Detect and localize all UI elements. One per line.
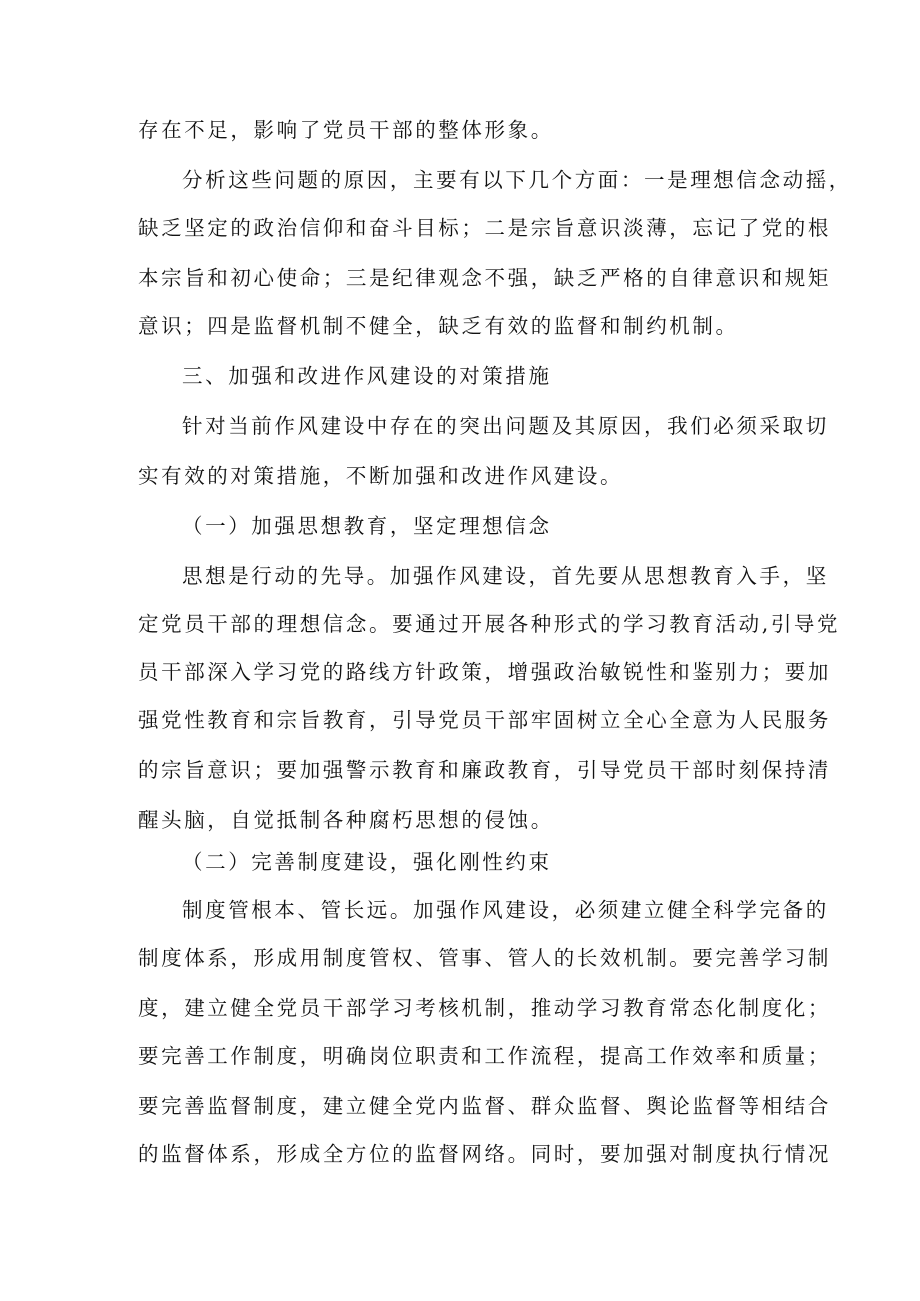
text-line: 定党员干部的理想信念。要通过开展各种形式的学习教育活动,引导党 (138, 612, 841, 636)
subsection-heading: （一）加强思想教育，坚定理想信念 (182, 514, 552, 538)
text-line: 制度体系，形成用制度管权、管事、管人的长效机制。要完善学习制 (138, 946, 831, 970)
text-line: 员干部深入学习党的路线方针政策，增强政治敏锐性和鉴别力；要加 (138, 660, 831, 684)
text-line: 强党性教育和宗旨教育，引导党员干部牢固树立全心全意为人民服务 (138, 708, 831, 732)
text-line: 的监督体系，形成全方位的监督网络。同时，要加强对制度执行情况 (138, 1142, 831, 1166)
text-line: 意识；四是监督机制不健全，缺乏有效的监督和制约机制。 (138, 314, 739, 338)
text-line: 的宗旨意识；要加强警示教育和廉政教育，引导党员干部时刻保持清 (138, 758, 831, 782)
text-line: 存在不足，影响了党员干部的整体形象。 (138, 118, 554, 142)
text-line: 缺乏坚定的政治信仰和奋斗目标；二是宗旨意识淡薄，忘记了党的根 (138, 216, 831, 240)
text-line: 分析这些问题的原因，主要有以下几个方面：一是理想信念动摇， (182, 168, 852, 192)
text-line: 醒头脑，自觉抵制各种腐朽思想的侵蚀。 (138, 808, 554, 832)
text-line: 要完善工作制度，明确岗位职责和工作流程，提高工作效率和质量； (138, 1044, 831, 1068)
text-line: 度，建立健全党员干部学习考核机制，推动学习教育常态化制度化； (138, 996, 831, 1020)
text-line: 要完善监督制度，建立健全党内监督、群众监督、舆论监督等相结合 (138, 1094, 831, 1118)
text-line: 制度管根本、管长远。加强作风建设，必须建立健全科学完备的 (182, 898, 829, 922)
section-heading: 三、加强和改进作风建设的对策措施 (182, 364, 552, 388)
text-line: 思想是行动的先导。加强作风建设，首先要从思想教育入手，坚 (182, 564, 829, 588)
text-line: 针对当前作风建设中存在的突出问题及其原因，我们必须采取切 (182, 414, 829, 438)
subsection-heading: （二）完善制度建设，强化刚性约束 (182, 850, 552, 874)
text-line: 实有效的对策措施，不断加强和改进作风建设。 (138, 464, 624, 488)
text-line: 本宗旨和初心使命；三是纪律观念不强，缺乏严格的自律意识和规矩 (138, 266, 831, 290)
